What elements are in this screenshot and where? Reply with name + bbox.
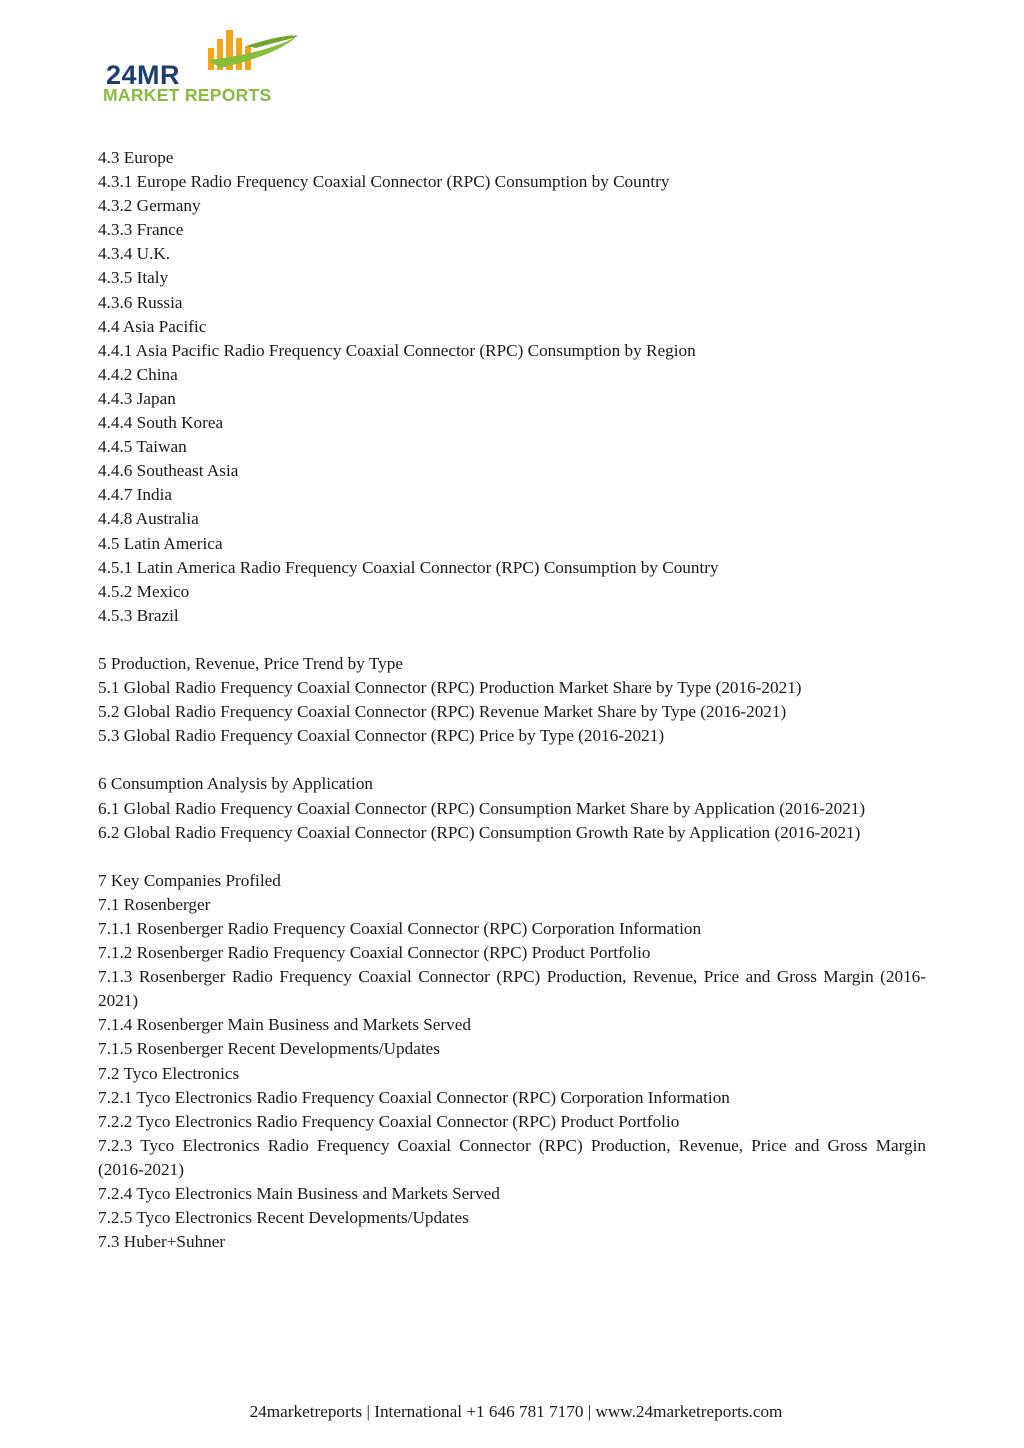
toc-line: 7.3 Huber+Suhner — [98, 1232, 226, 1252]
section-spacer — [98, 628, 926, 652]
toc-line: 7.1.3 Rosenberger Radio Frequency Coaxial Connector (RPC) Production, Revenue, Price and Gross Margin (2016-2021) — [98, 967, 926, 1011]
toc-line: 4.4.3 Japan — [98, 388, 176, 408]
toc-line: 7.2.4 Tyco Electronics Main Business and Markets Served — [98, 1184, 500, 1204]
toc-line: 4.3.3 France — [98, 220, 184, 240]
toc-line: 4.4.8 Australia — [98, 509, 199, 529]
toc-line: 4.4.5 Taiwan — [98, 437, 187, 457]
toc-line: 5.2 Global Radio Frequency Coaxial Connector (RPC) Revenue Market Share by Type (2016-2021) — [98, 702, 787, 722]
toc-line: 4.5 Latin America — [98, 533, 223, 553]
section-spacer — [98, 748, 926, 772]
logo-wordmark: 24MR — [106, 60, 181, 90]
logo-tagline: MARKET REPORTS — [103, 85, 272, 105]
toc-line: 7.1.1 Rosenberger Radio Frequency Coaxial Connector (RPC) Corporation Information — [98, 919, 702, 938]
toc-section-heading: 6 Consumption Analysis by Application — [98, 774, 374, 794]
toc-line: 4.4.7 India — [98, 485, 172, 505]
toc-line: 7.2.2 Tyco Electronics Radio Frequency Coaxial Connector (RPC) Product Portfolio — [98, 1111, 680, 1131]
toc-line: 7.1.5 Rosenberger Recent Developments/Updates — [98, 1039, 440, 1059]
toc-line: 4.4.6 Southeast Asia — [98, 461, 239, 481]
toc-line: 5.3 Global Radio Frequency Coaxial Connector (RPC) Price by Type (2016-2021) — [98, 726, 665, 746]
toc-line: 4.4 Asia Pacific — [98, 316, 207, 336]
toc-line: 4.3.1 Europe Radio Frequency Coaxial Connector (RPC) Consumption by Country — [98, 172, 670, 192]
toc-line: 4.3.2 Germany — [98, 196, 201, 216]
toc-line: 4.4.1 Asia Pacific Radio Frequency Coaxial Connector (RPC) Consumption by Region — [98, 340, 696, 360]
page-footer: 24marketreports | International +1 646 781 7170 | www.24marketreports.com — [249, 1402, 783, 1421]
toc-line: 7.2.1 Tyco Electronics Radio Frequency Coaxial Connector (RPC) Corporation Information — [98, 1087, 730, 1107]
toc-line: 7.1.4 Rosenberger Main Business and Markets Served — [98, 1015, 471, 1035]
toc-line: 4.5.3 Brazil — [98, 605, 179, 625]
toc-line: 6.2 Global Radio Frequency Coaxial Connector (RPC) Consumption Growth Rate by Application (2016-2021) — [98, 822, 861, 842]
toc-line: 4.4.4 South Korea — [98, 413, 224, 433]
table-of-contents — [98, 146, 926, 1254]
toc-section-heading: 7 Key Companies Profiled — [98, 870, 281, 890]
toc-line: 4.3.5 Italy — [98, 268, 169, 288]
toc-line: 4.3.4 U.K. — [98, 244, 171, 264]
toc-line: 4.3 Europe — [98, 148, 174, 167]
toc-line: 4.5.2 Mexico — [98, 581, 190, 601]
toc-line: 6.1 Global Radio Frequency Coaxial Connector (RPC) Consumption Market Share by Application (2016-2021) — [98, 798, 866, 818]
toc-line: 7.1.2 Rosenberger Radio Frequency Coaxial Connector (RPC) Product Portfolio — [98, 943, 651, 963]
section-spacer — [98, 845, 926, 869]
toc-line: 7.1 Rosenberger — [98, 894, 211, 914]
toc-line: 7.2.3 Tyco Electronics Radio Frequency Coaxial Connector (RPC) Production, Revenue, Price and Gross Margin (2016-2021) — [98, 1135, 926, 1179]
toc-line: 4.3.6 Russia — [98, 292, 183, 312]
toc-line: 5.1 Global Radio Frequency Coaxial Connector (RPC) Production Market Share by Type (2016-2021) — [98, 678, 802, 698]
toc-section-heading: 5 Production, Revenue, Price Trend by Type — [98, 653, 403, 673]
toc-line: 7.2 Tyco Electronics — [98, 1063, 240, 1083]
toc-line: 7.2.5 Tyco Electronics Recent Developments/Updates — [98, 1208, 469, 1228]
company-logo — [96, 26, 316, 110]
toc-line: 4.4.2 China — [98, 364, 178, 384]
toc-line: 4.5.1 Latin America Radio Frequency Coaxial Connector (RPC) Consumption by Country — [98, 557, 719, 577]
